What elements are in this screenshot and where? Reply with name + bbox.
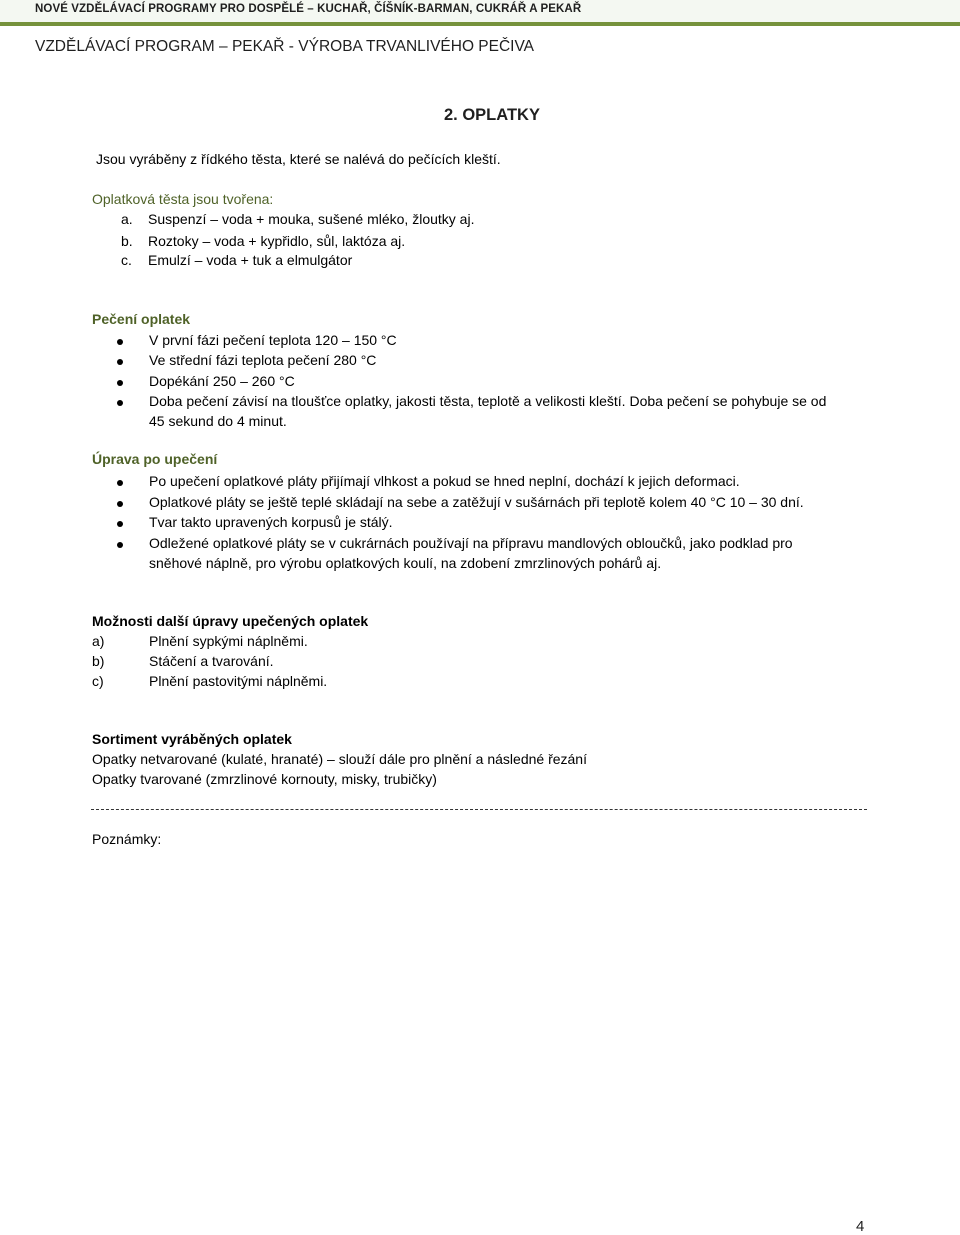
composition-title: Oplatková těsta jsou tvořena: [92, 191, 274, 207]
header-accent-bar [0, 22, 960, 26]
list-item: Plnění sypkými náplněmi. [149, 633, 308, 649]
bullet [117, 380, 123, 386]
notes-label: Poznámky: [92, 831, 162, 847]
page-number: 4 [856, 1218, 865, 1235]
list-marker: b. [121, 233, 133, 249]
list-marker: c. [121, 252, 132, 268]
list-item: Stáčení a tvarování. [149, 653, 274, 669]
list-marker: b) [92, 653, 105, 669]
list-item: Dopékání 250 – 260 °C [149, 373, 295, 389]
intro-text: Jsou vyráběny z řídkého těsta, které se nalévá do pečících kleští. [96, 151, 501, 167]
list-item: Oplatkové pláty se ještě teplé skládají na sebe a zatěžují v sušárnách při teplotě kolem 40 °C 10 – 30 dní. [149, 494, 804, 510]
list-item: V první fázi pečení teplota 120 – 150 °C [149, 332, 397, 348]
bullet [117, 339, 123, 345]
bullet [117, 501, 123, 507]
list-item: Roztoky – voda + kypřidlo, sůl, laktóza aj. [148, 233, 406, 249]
list-item: Odležené oplatkové pláty se v cukrárnách používají na přípravu mandlových obloučků, jako podklad pro [149, 535, 793, 551]
list-marker: a) [92, 633, 105, 649]
list-item-continuation: 45 sekund do 4 minut. [149, 413, 287, 429]
list-item-continuation: sněhové náplně, pro výrobu oplatkových koulí, na zdobení zmrzlinových pohárů aj. [149, 555, 662, 571]
list-item: Po upečení oplatkové pláty přijímají vlhkost a pokud se hned neplní, dochází k jejich deformaci. [149, 473, 740, 489]
section-heading: 2. OPLATKY [444, 106, 540, 124]
list-item: Plnění pastovitými náplněmi. [149, 673, 328, 689]
list-item: Tvar takto upravených korpusů je stálý. [149, 514, 393, 530]
list-item: Emulzí – voda + tuk a elmulgátor [148, 252, 353, 268]
bullet [117, 359, 123, 365]
baking-title: Pečení oplatek [92, 311, 191, 327]
list-item: Ve střední fázi teplota pečení 280 °C [149, 352, 377, 368]
assortment-title: Sortiment vyráběných oplatek [92, 731, 292, 747]
list-item: Doba pečení závisí na tloušťce oplatky, jakosti těsta, teplotě a velikosti kleští. Doba pečení se pohybuje se od [149, 393, 827, 409]
bullet [117, 480, 123, 486]
assortment-line: Opatky netvarované (kulaté, hranaté) – slouží dále pro plnění a následné řezání [92, 751, 587, 767]
list-marker: c) [92, 673, 104, 689]
list-item: Suspenzí – voda + mouka, sušené mléko, žloutky aj. [148, 211, 475, 227]
post-baking-title: Úprava po upečení [92, 451, 218, 467]
dashed-divider [91, 809, 867, 810]
list-marker: a. [121, 211, 133, 227]
bullet [117, 542, 123, 548]
further-title: Možnosti další úpravy upečených oplatek [92, 613, 369, 629]
assortment-line: Opatky tvarované (zmrzlinové kornouty, misky, trubičky) [92, 771, 437, 787]
bullet [117, 400, 123, 406]
program-title: VZDĚLÁVACÍ PROGRAM – PEKAŘ - VÝROBA TRVANLIVÉHO PEČIVA [35, 38, 535, 55]
series-title: NOVÉ VZDĚLÁVACÍ PROGRAMY PRO DOSPĚLÉ – KUCHAŘ, ČÍŠNÍK-BARMAN, CUKRÁŘ A PEKAŘ [35, 3, 582, 15]
bullet [117, 521, 123, 527]
